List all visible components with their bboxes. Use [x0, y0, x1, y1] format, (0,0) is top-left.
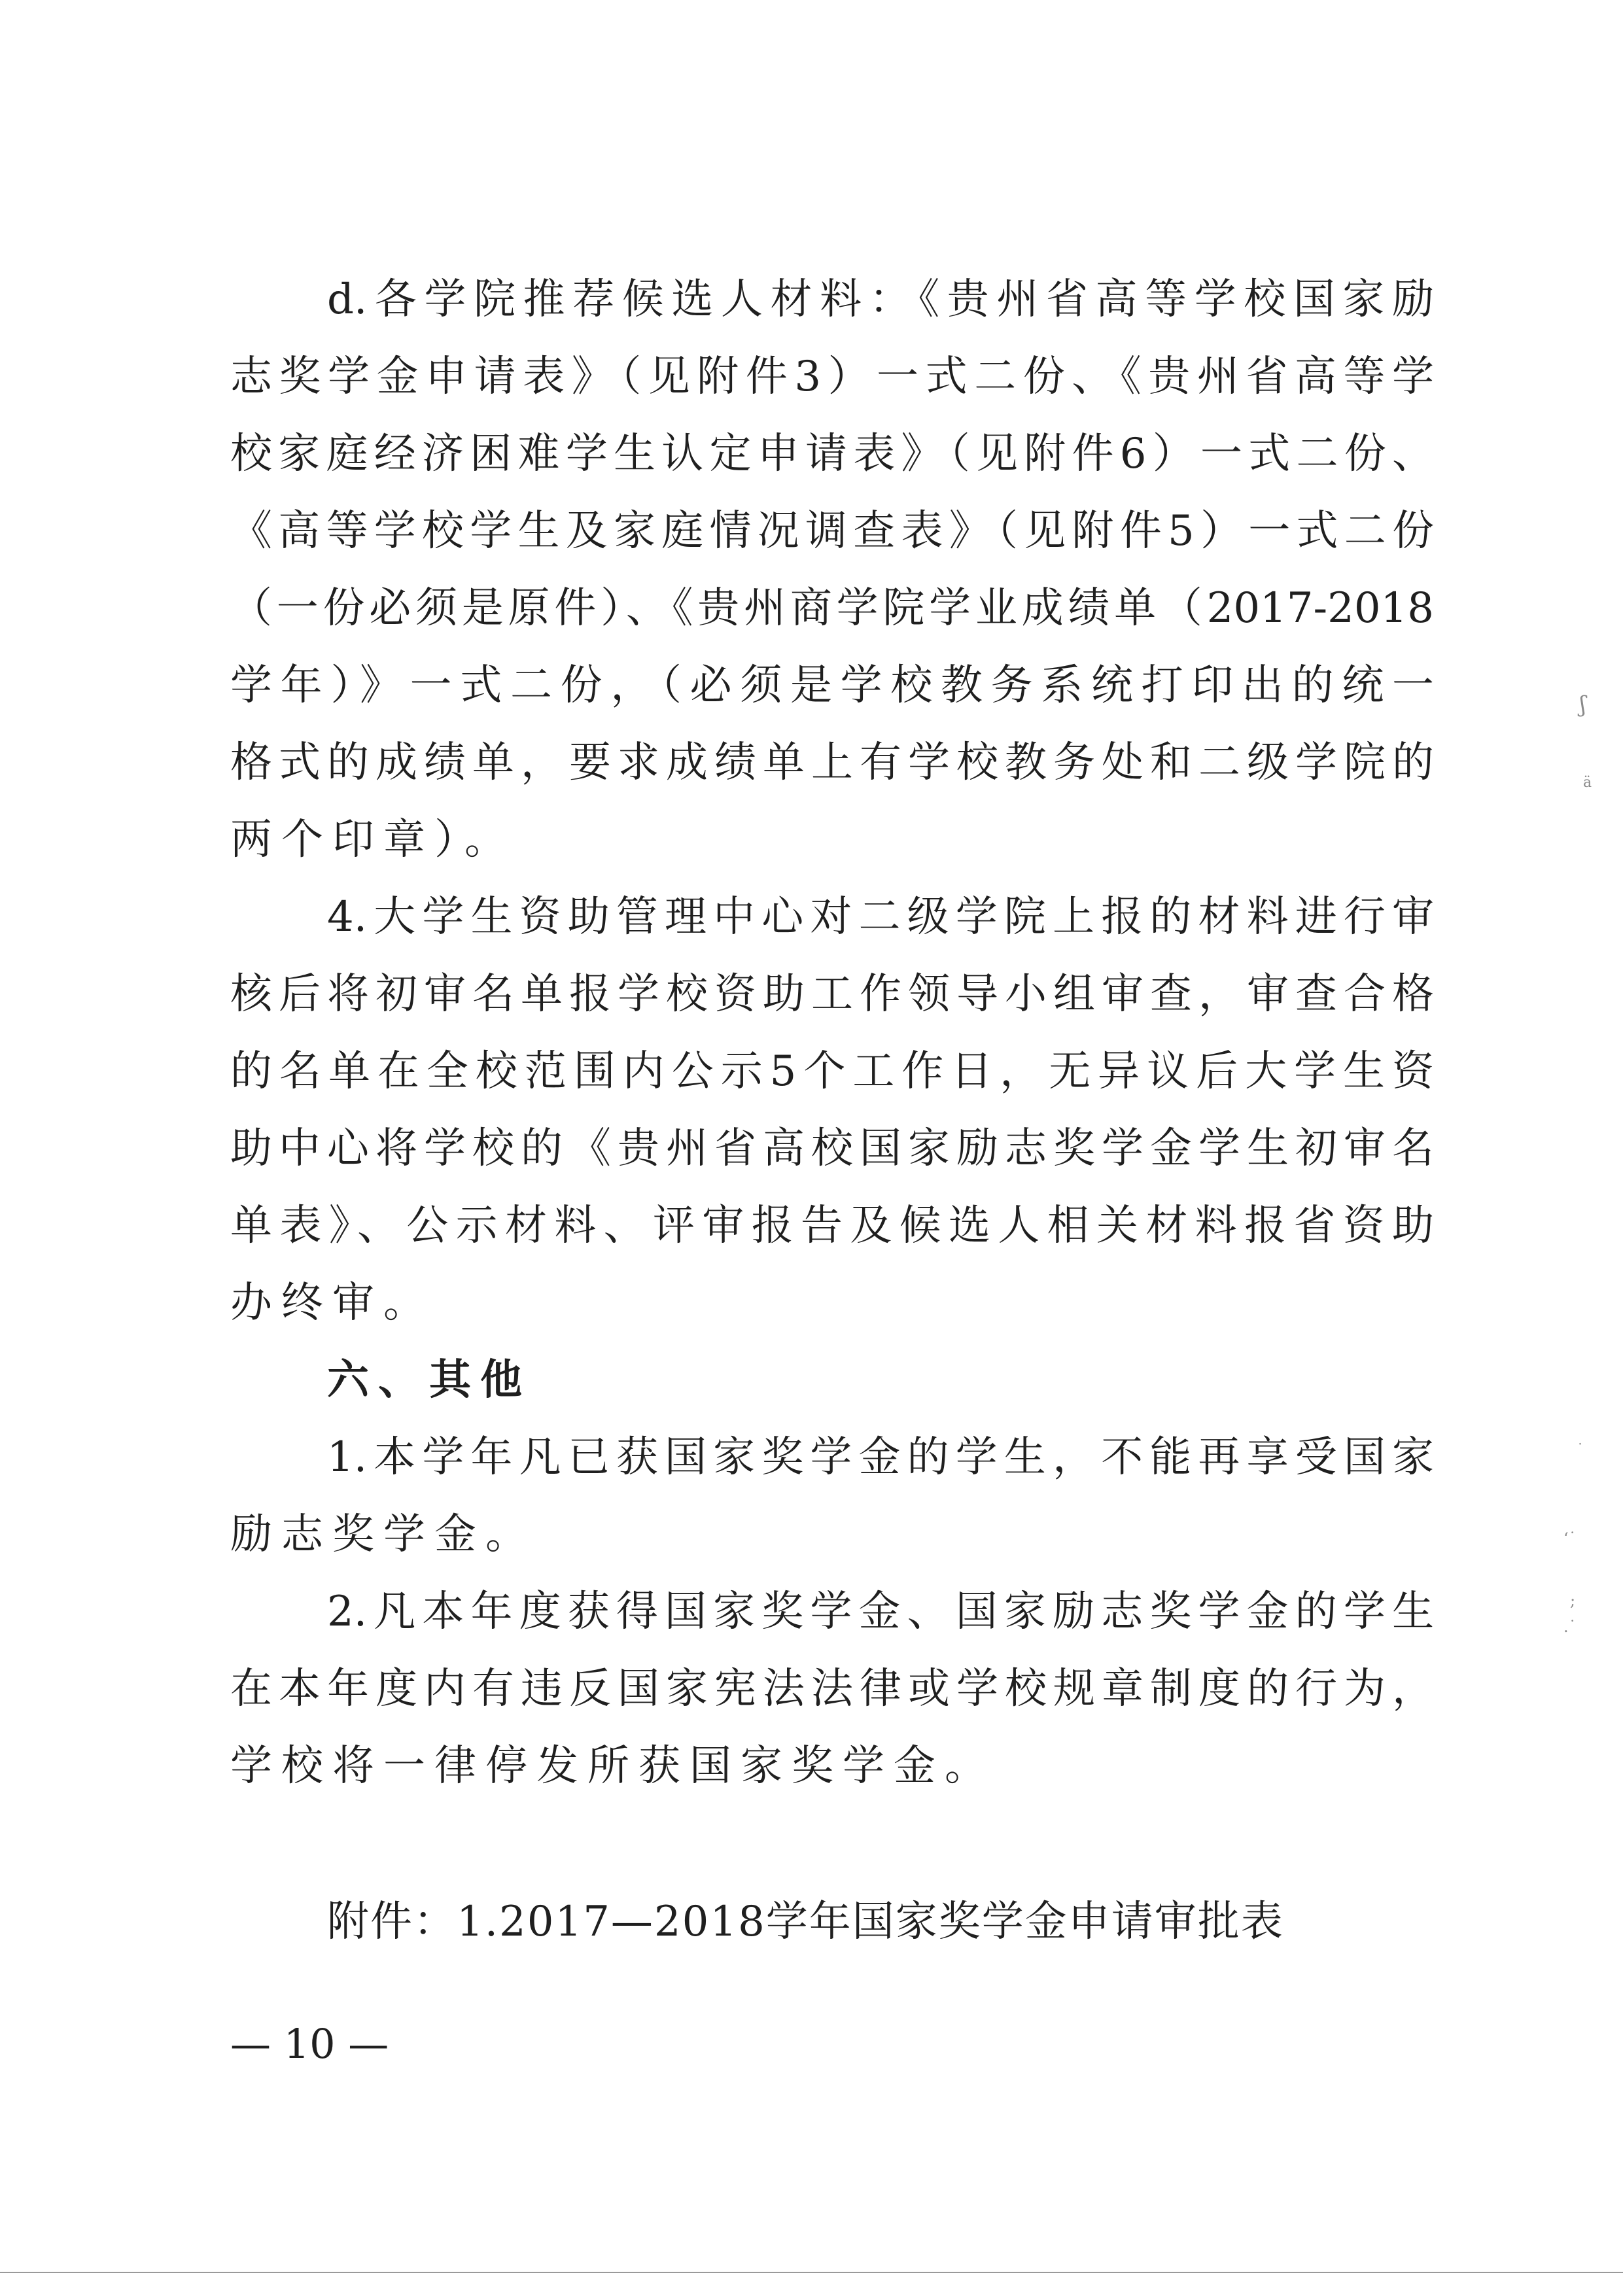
paragraph-4-line-4: 助中心将学校的《贵州省高校国家励志奖学金学生初审名	[230, 1124, 1434, 1173]
paragraph-d-line-4: 《高等学校学生及家庭情况调查表》（见附件5）一式二份	[230, 507, 1434, 555]
scan-speck: ;	[1570, 1592, 1576, 1610]
item-2-line-3: 学校将一律停发所获国家奖学金。	[230, 1742, 996, 1790]
scan-speck: ‘˙	[1563, 1529, 1577, 1548]
paragraph-d-line-6: 学年）》一式二份，（必须是学校教务系统打印出的统一	[230, 661, 1434, 710]
section-heading-other: 六、其他	[327, 1356, 531, 1404]
item-1-line-2: 励志奖学金。	[230, 1510, 536, 1559]
attachment-line: 附件：1.2017—2018学年国家奖学金申请审批表	[327, 1898, 1284, 1946]
paragraph-4-line-2: 核后将初审名单报学校资助工作领导小组审查，审查合格	[230, 970, 1434, 1018]
paragraph-4-line-1: 4.大学生资助管理中心对二级学院上报的材料进行审	[327, 893, 1434, 941]
paragraph-d-line-7: 格式的成绩单，要求成绩单上有学校教务处和二级学院的	[230, 739, 1434, 787]
scan-speck: .˙	[1563, 1618, 1577, 1636]
paragraph-4-line-3: 的名单在全校范围内公示5个工作日，无异议后大学生资	[230, 1047, 1434, 1096]
paragraph-d-line-2: 志奖学金申请表》（见附件3）一式二份、《贵州省高等学	[230, 353, 1434, 401]
paragraph-4-line-6: 办终审。	[230, 1279, 434, 1327]
paragraph-d-line-8: 两个印章）。	[230, 816, 515, 864]
page-number: — 10 —	[230, 2020, 389, 2068]
item-1-line-1: 1.本学年凡已获国家奖学金的学生，不能再享受国家	[327, 1433, 1434, 1482]
scan-speck: ʃ	[1580, 691, 1586, 718]
item-2-line-2: 在本年度内有违反国家宪法法律或学校规章制度的行为，	[230, 1665, 1434, 1713]
paragraph-d-line-5: （一份必须是原件）、《贵州商学院学业成绩单（2017-2018	[230, 584, 1434, 633]
paragraph-4-line-5: 单表》、公示材料、评审报告及候选人相关材料报省资助	[230, 1202, 1434, 1250]
item-2-line-1: 2.凡本年度获得国家奖学金、国家励志奖学金的学生	[327, 1588, 1434, 1636]
scan-speck: ˙	[1577, 1442, 1584, 1458]
paragraph-d-line-1: d.各学院推荐候选人材料：《贵州省高等学校国家励	[327, 275, 1434, 324]
scan-speck: ä	[1583, 774, 1592, 791]
scan-edge-line	[0, 2272, 1623, 2273]
paragraph-d-line-3: 校家庭经济困难学生认定申请表》（见附件6）一式二份、	[230, 430, 1434, 478]
